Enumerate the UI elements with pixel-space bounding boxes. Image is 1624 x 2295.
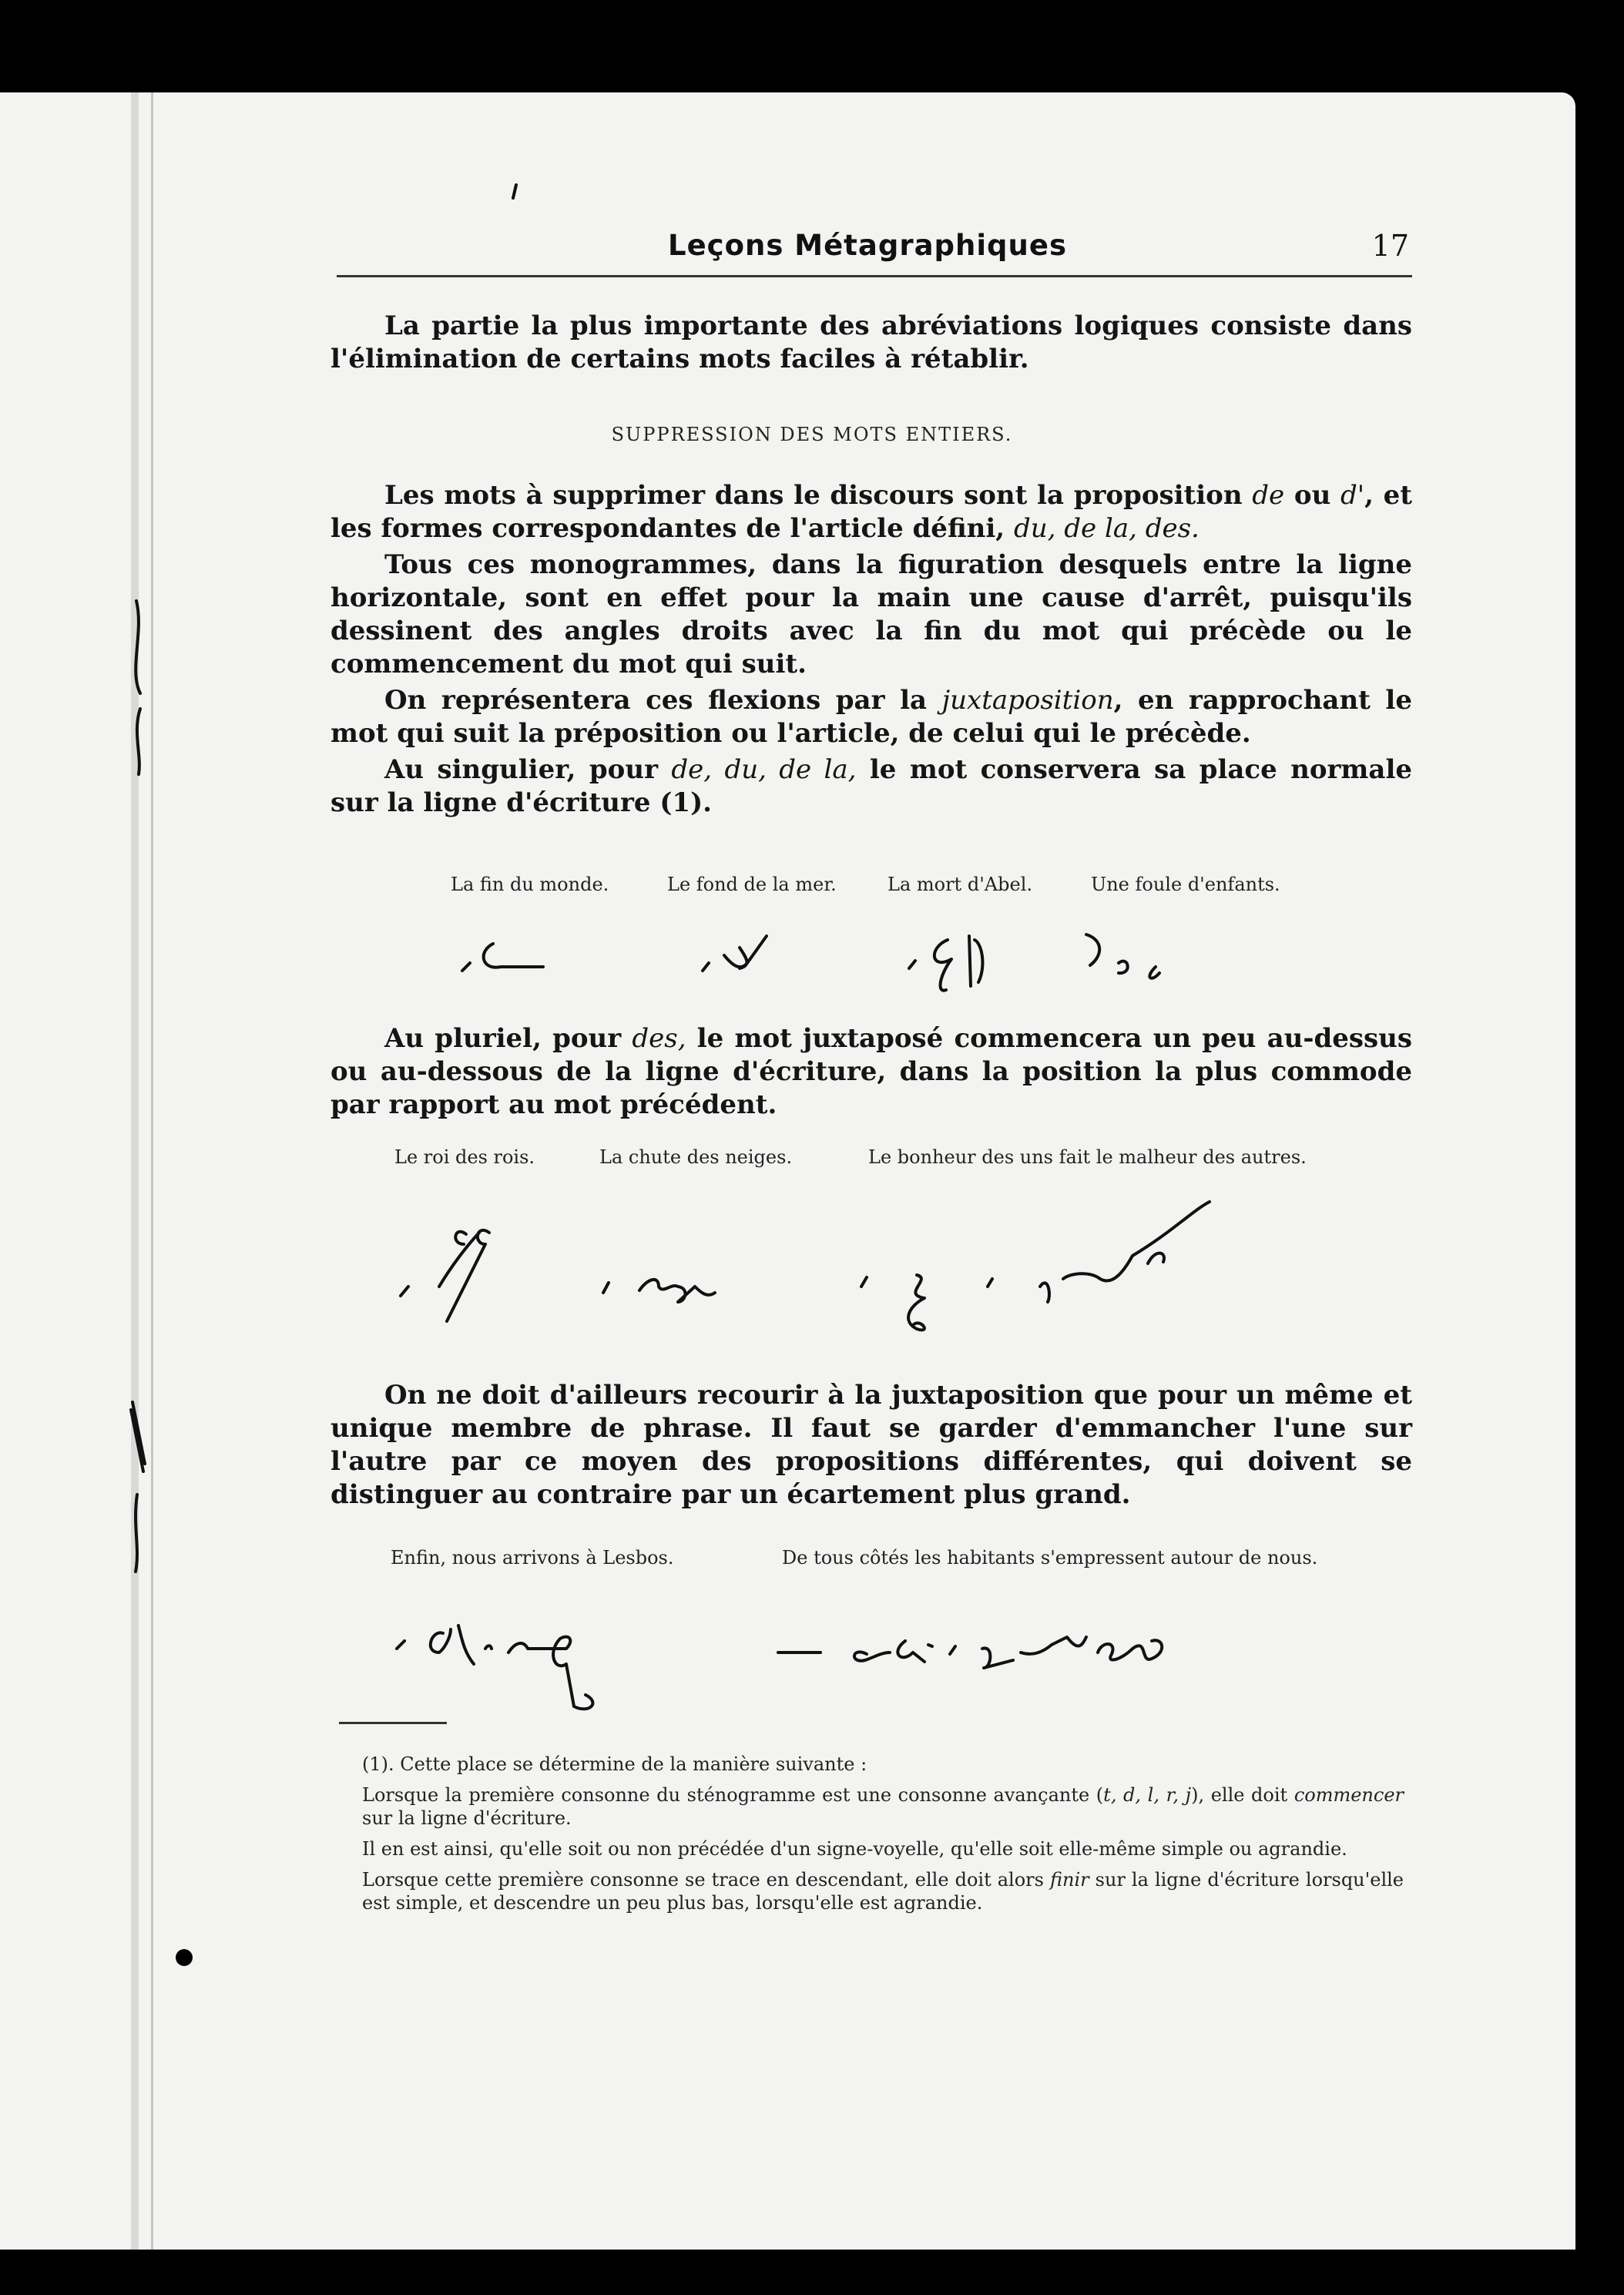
example-plural-2: La chute des neiges. bbox=[599, 1146, 793, 1168]
binding-stitch-bottom bbox=[123, 1402, 154, 1579]
footnote-1: (1). Cette place se détermine de la manière suivante : bbox=[362, 1753, 867, 1775]
shorthand-row-sentences bbox=[389, 1606, 1391, 1714]
section-body bbox=[331, 479, 1412, 820]
footnote-3: Il en est ainsi, qu'elle soit ou non précédée d'un signe-voyelle, qu'elle soit elle-même simple ou agrandie. bbox=[362, 1838, 1347, 1860]
page-number: 17 bbox=[1371, 229, 1409, 263]
example-sentence-2: De tous côtés les habitants s'empressent autour de nous. bbox=[782, 1547, 1318, 1569]
example-singular-1: La fin du monde. bbox=[451, 874, 609, 895]
stray-mark bbox=[508, 181, 524, 204]
page-binding-line bbox=[151, 92, 153, 2250]
shorthand-row-plural bbox=[393, 1202, 1348, 1356]
footnote-rule bbox=[339, 1722, 447, 1724]
binding-stitch-top bbox=[125, 601, 156, 778]
example-sentence-1: Enfin, nous arrivons à Lesbos. bbox=[391, 1547, 674, 1569]
paragraph-singular: Au singulier, pour de, du, de la, le mot conservera sa place normale sur la ligne d'écriture (1). bbox=[331, 754, 1412, 818]
section-heading: SUPPRESSION DES MOTS ENTIERS. bbox=[611, 424, 1013, 445]
example-singular-4: Une foule d'enfants. bbox=[1091, 874, 1280, 895]
example-singular-3: La mort d'Abel. bbox=[887, 874, 1032, 895]
example-plural-3: Le bonheur des uns fait le malheur des autres. bbox=[868, 1146, 1307, 1168]
intro-paragraph bbox=[331, 310, 1412, 376]
footnotes bbox=[362, 1753, 1404, 1922]
book-page bbox=[0, 92, 1575, 2250]
intro-text: La partie la plus importante des abréviations logiques consiste dans l'élimination de certains mots faciles à rétablir. bbox=[331, 310, 1412, 374]
shorthand-row-singular bbox=[455, 921, 1271, 1005]
paragraph-plural: Au pluriel, pour des, le mot juxtaposé commencera un peu au-dessus ou au-dessous de la ligne d'écriture, dans la position la plus commode par rapport au mot précédent. bbox=[331, 1023, 1412, 1120]
footnote-4: Lorsque cette première consonne se trace en descendant, elle doit alors finir sur la ligne d'écriture lorsqu'elle est simple, et descendre un peu plus bas, lorsqu'elle est agrandie. bbox=[362, 1869, 1404, 1914]
page-binding bbox=[131, 92, 139, 2250]
running-header bbox=[337, 220, 1412, 277]
ink-spot bbox=[176, 1949, 193, 1966]
paragraph-caution: On ne doit d'ailleurs recourir à la juxtaposition que pour un même et unique membre de phrase. Il faut se garder d'emmancher l'une sur l'autre par ce moyen des propositions différentes, qui doivent se distinguer au contraire par un écartement plus grand. bbox=[331, 1380, 1412, 1510]
paragraph-suppressed-words: Les mots à supprimer dans le discours sont la proposition de ou d', et les formes correspondantes de l'article défini, du, de la, des. bbox=[331, 480, 1413, 544]
example-singular-2: Le fond de la mer. bbox=[667, 874, 837, 895]
footnote-2: Lorsque la première consonne du sténogramme est une consonne avançante (t, d, l, r, j), elle doit commencer sur la ligne d'écriture. bbox=[362, 1784, 1404, 1829]
example-plural-1: Le roi des rois. bbox=[394, 1146, 535, 1168]
running-header-title: Leçons Métagraphiques bbox=[668, 229, 1067, 262]
plural-section bbox=[331, 1022, 1412, 1122]
paragraph-juxtaposition: On représentera ces flexions par la juxtaposition, en rapprochant le mot qui suit la préposition ou l'article, de celui qui le précède. bbox=[331, 685, 1412, 749]
juxtaposition-caution bbox=[331, 1379, 1412, 1512]
paragraph-monograms: Tous ces monogrammes, dans la figuration desquels entre la ligne horizontale, sont en effet pour la main une cause d'arrêt, puisqu'ils dessinent des angles droits avec la fin du mot qui précède ou le commencement du mot qui suit. bbox=[331, 549, 1412, 679]
